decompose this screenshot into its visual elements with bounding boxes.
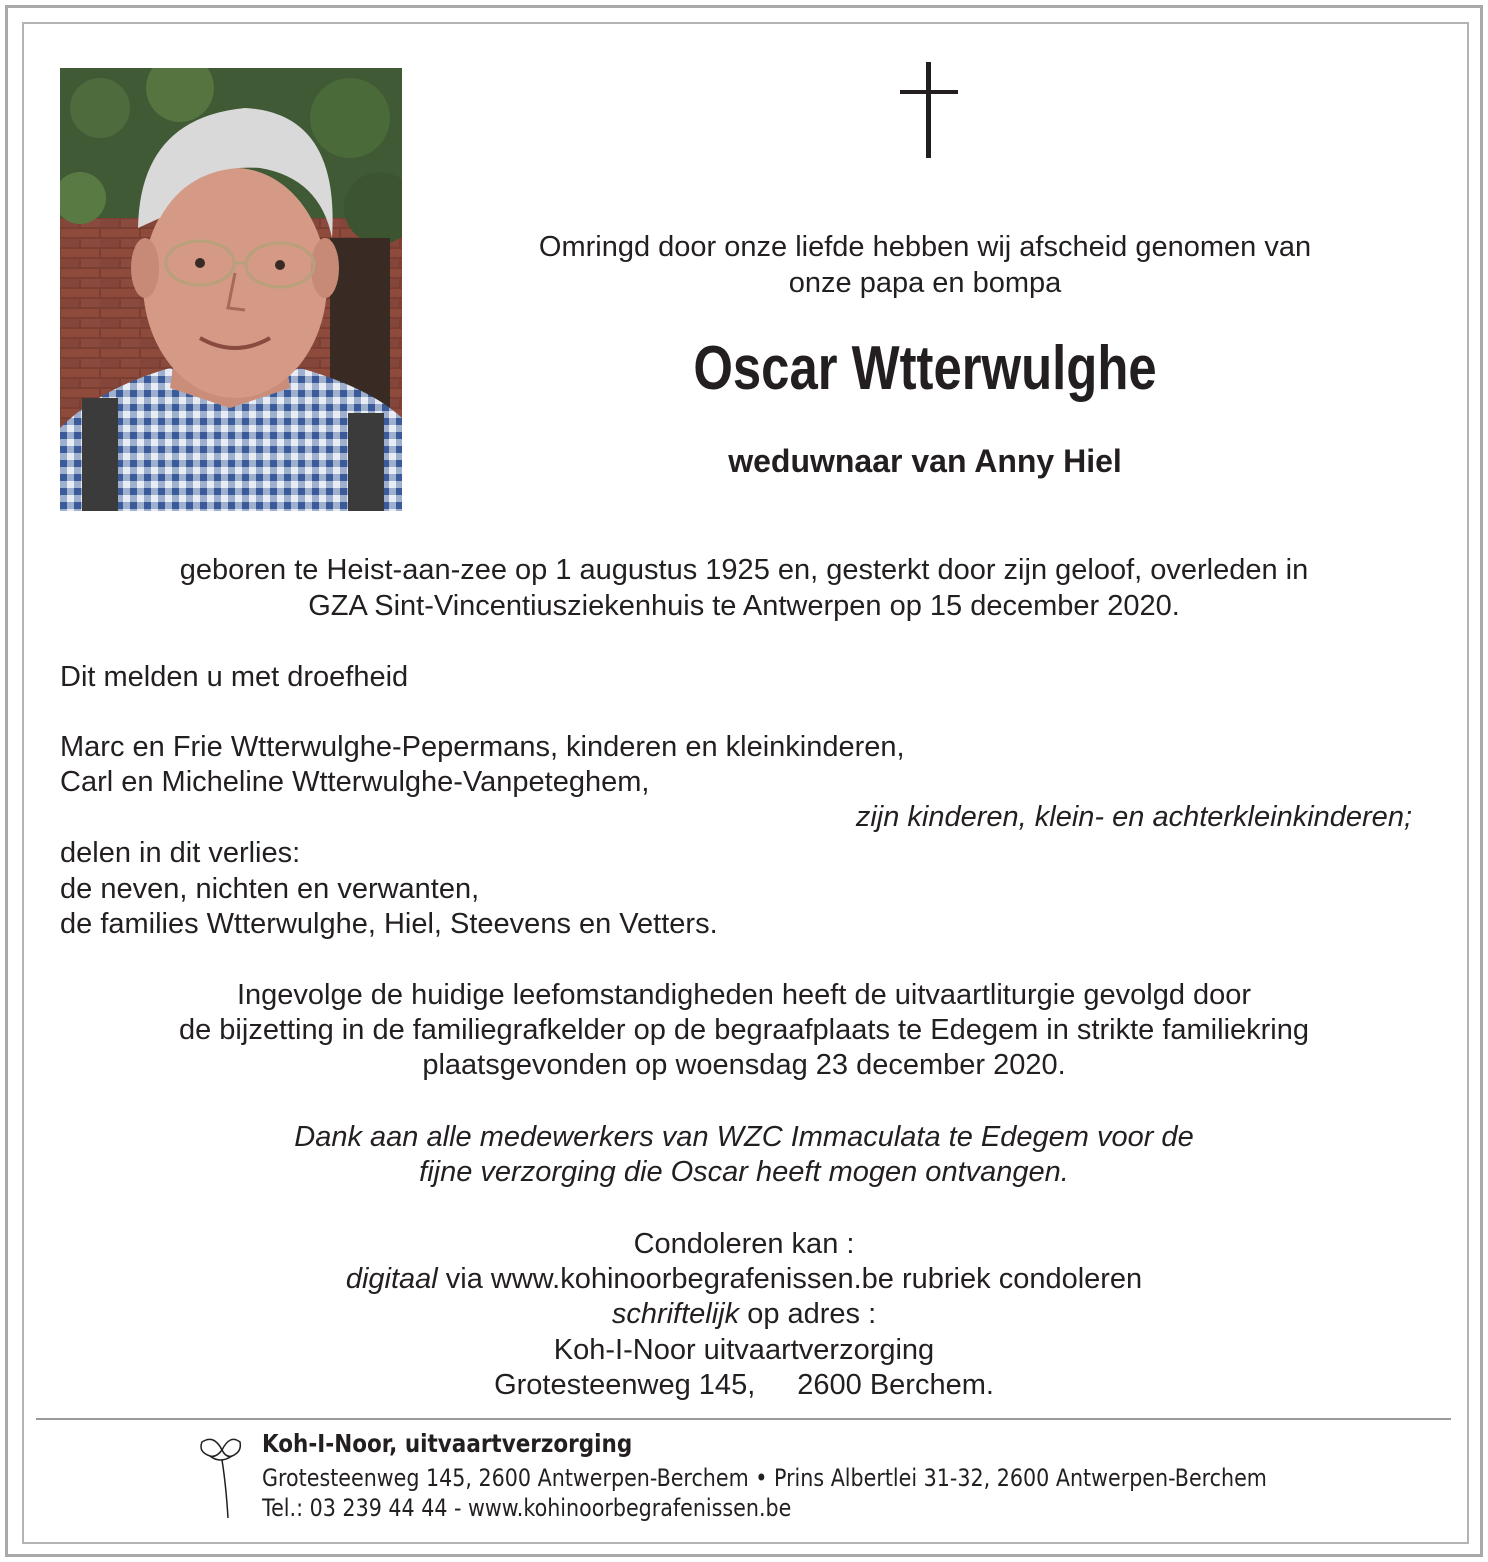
family-line-1: Marc en Frie Wtterwulghe-Pepermans, kinderen en kleinkinderen, (60, 731, 905, 763)
deceased-name: Oscar Wtterwulghe (693, 334, 1157, 403)
address-city: 2600 Berchem. (797, 1369, 994, 1401)
thanks-line-2: fijne verzorging die Oscar heeft mogen ontvangen. (419, 1156, 1069, 1188)
written-text: op adres : (739, 1298, 877, 1330)
share-line-3: de families Wtterwulghe, Hiel, Steevens en Vetters. (60, 908, 718, 940)
intro-line-2: onze papa en bompa (788, 267, 1062, 299)
family-line-2: Carl en Micheline Wtterwulghe-Vanpeteghem, (60, 766, 650, 798)
address-street: Grotesteenweg 145, (494, 1369, 756, 1401)
footer-divider (36, 1418, 1451, 1420)
share-line-2: de neven, nichten en verwanten, (60, 873, 480, 905)
portrait-photo (60, 68, 402, 511)
condolence-heading: Condoleren kan : (633, 1228, 855, 1260)
condolence-written (60, 1297, 1428, 1332)
cross-icon (900, 62, 958, 158)
ceremony-line-1: Ingevolge de huidige leefomstandigheden heeft de uitvaartliturgie gevolgd door (236, 979, 1252, 1011)
digital-label: digitaal (345, 1263, 438, 1295)
family-relation: zijn kinderen, klein- en achterkleinkinderen; (855, 801, 1412, 833)
footer-addresses: Grotesteenweg 145, 2600 Antwerpen-Berchem • Prins Albertlei 31-32, 2600 Antwerpen-Berchem (262, 1464, 1267, 1492)
address-line (60, 1368, 1428, 1403)
birth-death-line-2: GZA Sint-Vincentiusziekenhuis te Antwerpen op 15 december 2020. (308, 590, 1180, 622)
written-label: schriftelijk (611, 1298, 740, 1330)
announce-text: Dit melden u met droefheid (60, 661, 409, 693)
flower-logo-icon (196, 1430, 246, 1520)
intro-line-1: Omringd door onze liefde hebben wij afscheid genomen van (538, 231, 1312, 263)
address-name: Koh-I-Noor uitvaartverzorging (553, 1334, 935, 1366)
ceremony-line-2: de bijzetting in de familiegrafkelder op de begraafplaats te Edegem in strikte familiekring (178, 1014, 1309, 1046)
digital-text: via www.kohinoorbegrafenissen.be rubriek condoleren (437, 1263, 1143, 1295)
share-line-1: delen in dit verlies: (60, 837, 301, 869)
condolence-digital (60, 1262, 1428, 1297)
footer-company-name: Koh-I-Noor, uitvaartverzorging (262, 1429, 633, 1458)
footer-contact: Tel.: 03 239 44 44 - www.kohinoorbegrafenissen.be (262, 1494, 792, 1522)
widower-line: weduwnaar van Anny Hiel (728, 443, 1122, 479)
birth-death-line-1: geboren te Heist-aan-zee op 1 augustus 1925 en, gesterkt door zijn geloof, overleden in (179, 554, 1309, 586)
ceremony-line-3: plaatsgevonden op woensdag 23 december 2020. (422, 1049, 1066, 1081)
thanks-line-1: Dank aan alle medewerkers van WZC Immaculata te Edegem voor de (294, 1121, 1194, 1153)
